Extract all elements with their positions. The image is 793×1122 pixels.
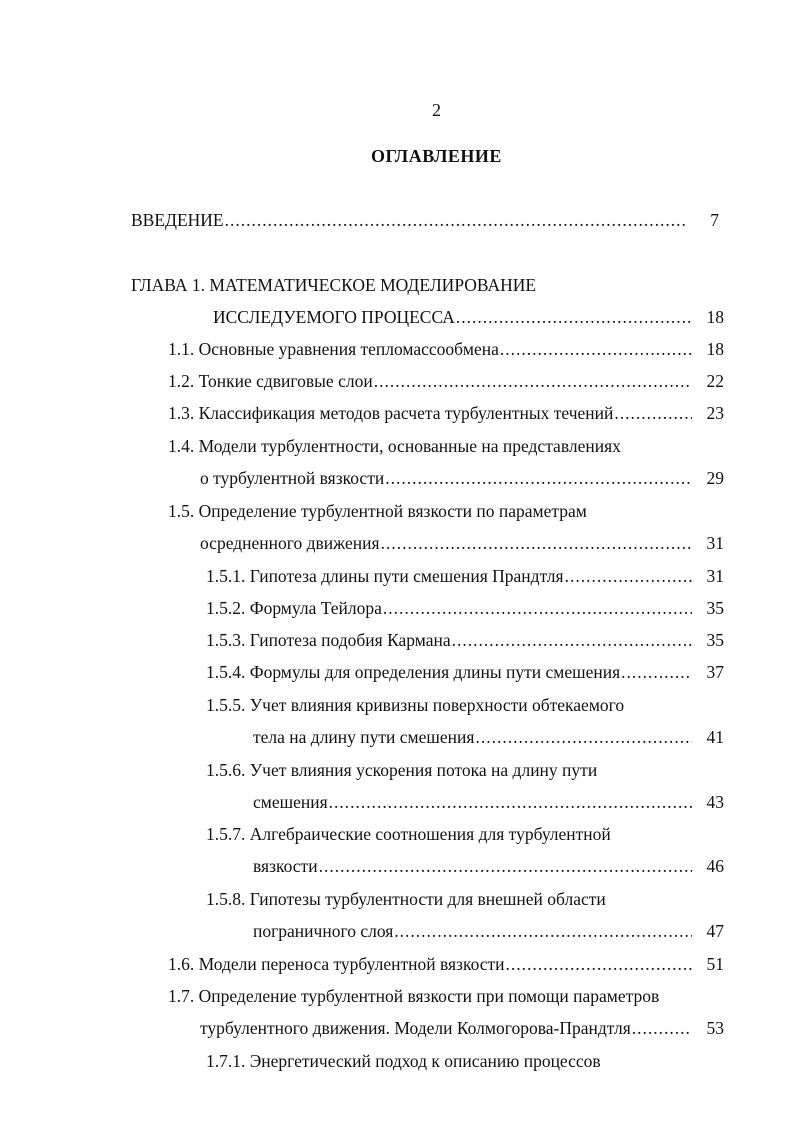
toc-entry-1-5-line1[interactable]: 1.5. Определение турбулентной вязкости по параметрам — [168, 501, 587, 521]
dot-leader — [394, 920, 692, 942]
entry-text: 1.5.2. Формула Тейлора — [206, 598, 382, 618]
dot-leader — [506, 953, 692, 975]
toc-title: ОГЛАВЛЕНИЕ — [371, 146, 502, 166]
entry-text: 1.6. Модели переноса турбулентной вязкости — [168, 954, 505, 974]
dot-leader — [456, 306, 692, 328]
dot-leader — [383, 597, 692, 619]
toc-entry-1-5-5-line1[interactable]: 1.5.5. Учет влияния кривизны поверхности обтекаемого — [206, 695, 625, 715]
toc-entry-1-5-3[interactable] — [206, 629, 724, 651]
entry-text: осредненного движения — [200, 533, 380, 553]
entry-text: турбулентного движения. Модели Колмогорова-Прандтля — [200, 1018, 631, 1038]
toc-entry-1-5-6-line1[interactable]: 1.5.6. Учет влияния ускорения потока на длину пути — [206, 760, 598, 780]
toc-entry-1-5-8[interactable] — [253, 920, 724, 942]
dot-leader — [319, 855, 692, 877]
dot-leader — [565, 565, 692, 587]
toc-entry-1-5-4[interactable] — [206, 661, 724, 683]
page-ref: 31 — [706, 566, 724, 586]
page-ref: 43 — [706, 792, 724, 812]
toc-entry-1-5-7-line1[interactable]: 1.5.7. Алгебраические соотношения для турбулентной — [206, 824, 611, 844]
page-number: 2 — [432, 100, 441, 120]
dot-leader — [621, 661, 692, 683]
toc-entry-1-5-7[interactable] — [253, 855, 724, 877]
entry-text: 1.5.1. Гипотеза длины пути смешения Прандтля — [206, 566, 564, 586]
toc-entry-1-7[interactable] — [200, 1017, 724, 1039]
dot-leader — [452, 629, 692, 651]
toc-entry-introduction[interactable] — [131, 209, 719, 231]
dot-leader — [614, 402, 692, 424]
toc-entry-chapter-1-line1[interactable]: ГЛАВА 1. МАТЕМАТИЧЕСКОЕ МОДЕЛИРОВАНИЕ — [131, 275, 537, 295]
entry-text: 1.5.3. Гипотеза подобия Кармана — [206, 630, 451, 650]
toc-entry-chapter-1[interactable] — [213, 306, 724, 328]
toc-entry-1-6[interactable] — [168, 953, 724, 975]
page-ref: 35 — [706, 598, 724, 618]
toc-entry-1-5-5[interactable] — [253, 726, 724, 748]
entry-text: смешения — [253, 792, 328, 812]
toc-entry-1-5-1[interactable] — [206, 565, 724, 587]
toc-entry-1-5-8-line1[interactable]: 1.5.8. Гипотезы турбулентности для внешней области — [206, 889, 606, 909]
dot-leader — [374, 370, 692, 392]
entry-text: тела на длину пути смешения — [253, 727, 475, 747]
page-ref: 18 — [706, 339, 724, 359]
page-ref: 37 — [706, 662, 724, 682]
entry-text: 1.5.4. Формулы для определения длины пути смешения — [206, 662, 621, 682]
toc-entry-1-7-1-line1[interactable]: 1.7.1. Энергетический подход к описанию процессов — [206, 1051, 601, 1071]
dot-leader — [225, 209, 687, 231]
toc-entry-1-3[interactable] — [168, 402, 724, 424]
dot-leader — [385, 467, 692, 489]
entry-text: вязкости — [253, 856, 318, 876]
entry-text: 1.3. Классификация методов расчета турбулентных течений — [168, 403, 614, 423]
dot-leader — [500, 338, 692, 360]
toc-entry-1-4[interactable] — [200, 467, 724, 489]
page-ref: 41 — [706, 727, 724, 747]
page-ref: 46 — [706, 856, 724, 876]
toc-entry-1-4-line1[interactable]: 1.4. Модели турбулентности, основанные на представлениях — [168, 436, 621, 456]
page-ref: 29 — [706, 468, 724, 488]
page-ref: 35 — [706, 630, 724, 650]
page-ref: 31 — [706, 533, 724, 553]
entry-text: ИССЛЕДУЕМОГО ПРОЦЕССА — [213, 307, 455, 327]
page-ref: 23 — [706, 403, 724, 423]
dot-leader — [381, 532, 692, 554]
toc-entry-1-7-line1[interactable]: 1.7. Определение турбулентной вязкости при помощи параметров — [168, 986, 660, 1006]
page-ref: 47 — [706, 921, 724, 941]
entry-text: ВВЕДЕНИЕ — [131, 210, 224, 230]
page-ref: 22 — [706, 371, 724, 391]
toc-entry-1-5-6[interactable] — [253, 791, 724, 813]
entry-text: о турбулентной вязкости — [200, 468, 385, 488]
dot-leader — [329, 791, 692, 813]
page-ref: 51 — [706, 954, 724, 974]
dot-leader — [632, 1017, 692, 1039]
page-ref: 18 — [706, 307, 724, 327]
entry-text: 1.1. Основные уравнения тепломассообмена — [168, 339, 499, 359]
toc-entry-1-5-2[interactable] — [206, 597, 724, 619]
toc-entry-1-1[interactable] — [168, 338, 724, 360]
dot-leader — [475, 726, 692, 748]
toc-entry-1-2[interactable] — [168, 370, 724, 392]
page-ref: 7 — [710, 210, 719, 230]
page-ref: 53 — [706, 1018, 724, 1038]
toc-entry-1-5[interactable] — [200, 532, 724, 554]
entry-text: пограничного слоя — [253, 921, 394, 941]
entry-text: 1.2. Тонкие сдвиговые слои — [168, 371, 373, 391]
